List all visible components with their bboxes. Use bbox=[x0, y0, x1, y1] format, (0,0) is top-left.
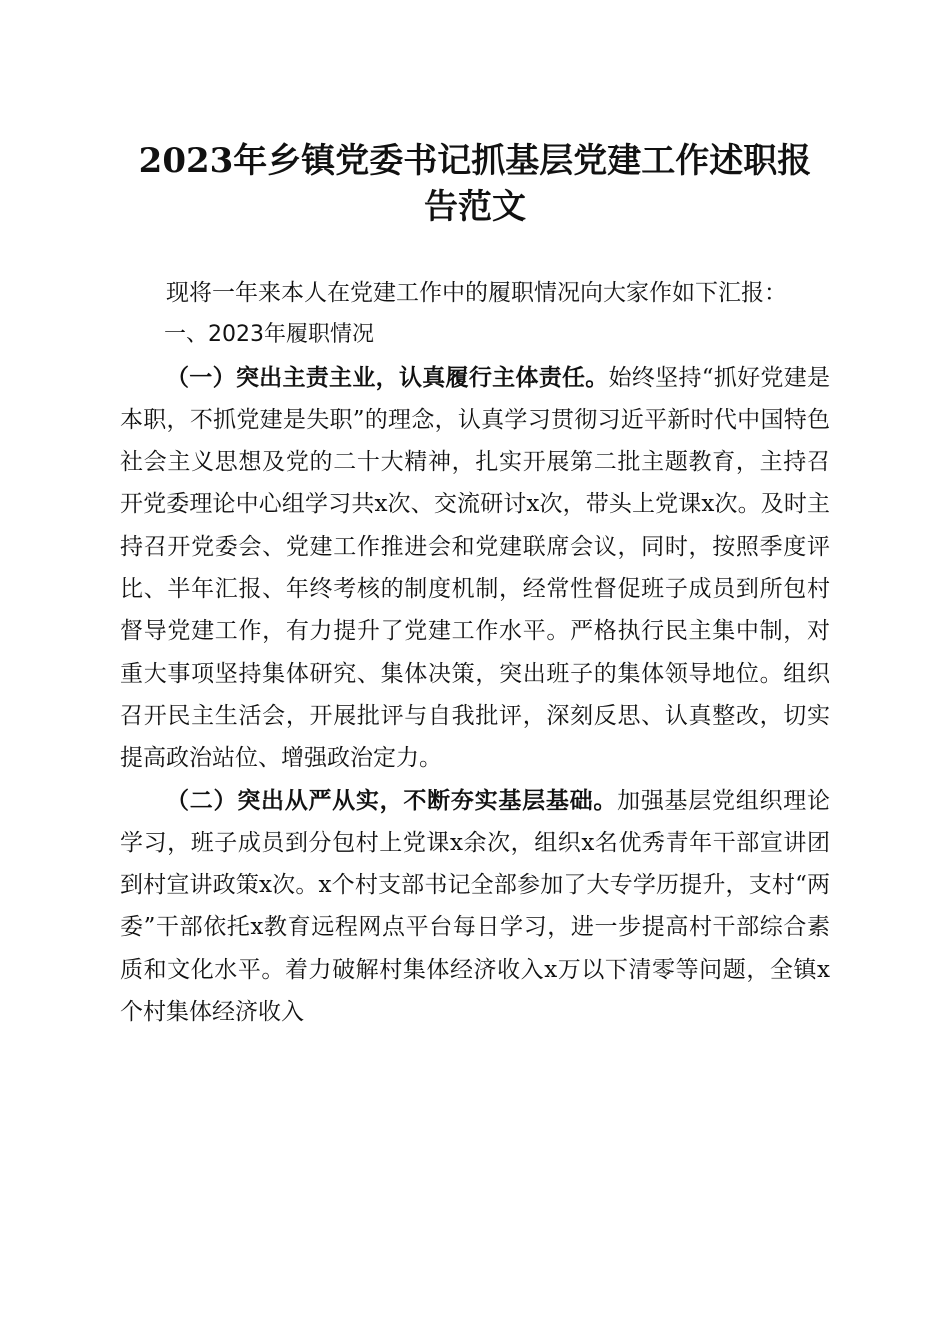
section-heading: 一、2023年履职情况 bbox=[164, 322, 374, 348]
paragraph-2-text: 加强基层党组织理论学习，班子成员到分包村上党课x余次，组织x名优秀青年干部宣讲团到村宣讲政策x次。x个村支部书记全部参加了大专学历提升，支村“两委”干部依托x教育远程网点平台每日学习，进一步提高村干部综合素质和文化水平。着力破解村集体经济收入x万以下清零等问题，全镇x个村集体经济收入 bbox=[120, 787, 831, 1026]
paragraph-2-lead: （二）突出从严从实，不断夯实基层基础。 bbox=[166, 786, 618, 814]
title-line-1: 2023年乡镇党委书记抓基层党建工作述职报 bbox=[138, 141, 812, 181]
title-line-2: 告范文 bbox=[424, 187, 526, 227]
intro-paragraph: 现将一年来本人在党建工作中的履职情况向大家作如下汇报： bbox=[166, 280, 787, 306]
paragraph-1-lead: （一）突出主责主业，认真履行主体责任。 bbox=[166, 363, 609, 391]
paragraph-2 bbox=[120, 780, 830, 1034]
paragraph-1 bbox=[120, 357, 830, 780]
document-title bbox=[100, 138, 850, 230]
document-body bbox=[120, 272, 830, 1033]
paragraph-1-text: 始终坚持“抓好党建是本职，不抓党建是失职”的理念，认真学习贯彻习近平新时代中国特色社会主义思想及党的二十大精神，扎实开展第二批主题教育，主持召开党委理论中心组学习共x次、交流研讨x次，带头上党课x次。及时主持召开党委会、党建工作推进会和党建联席会议，同时，按照季度评比、半年汇报、年终考核的制度机制，经常性督促班子成员到所包村督导党建工作，有力提升了党建工作水平。严格执行民主集中制，对重大事项坚持集体研究、集体决策，突出班子的集体领导地位。组织召开民主生活会，开展批评与自我批评，深刻反思、认真整改，切实提高政治站位、增强政治定力。 bbox=[120, 364, 830, 772]
